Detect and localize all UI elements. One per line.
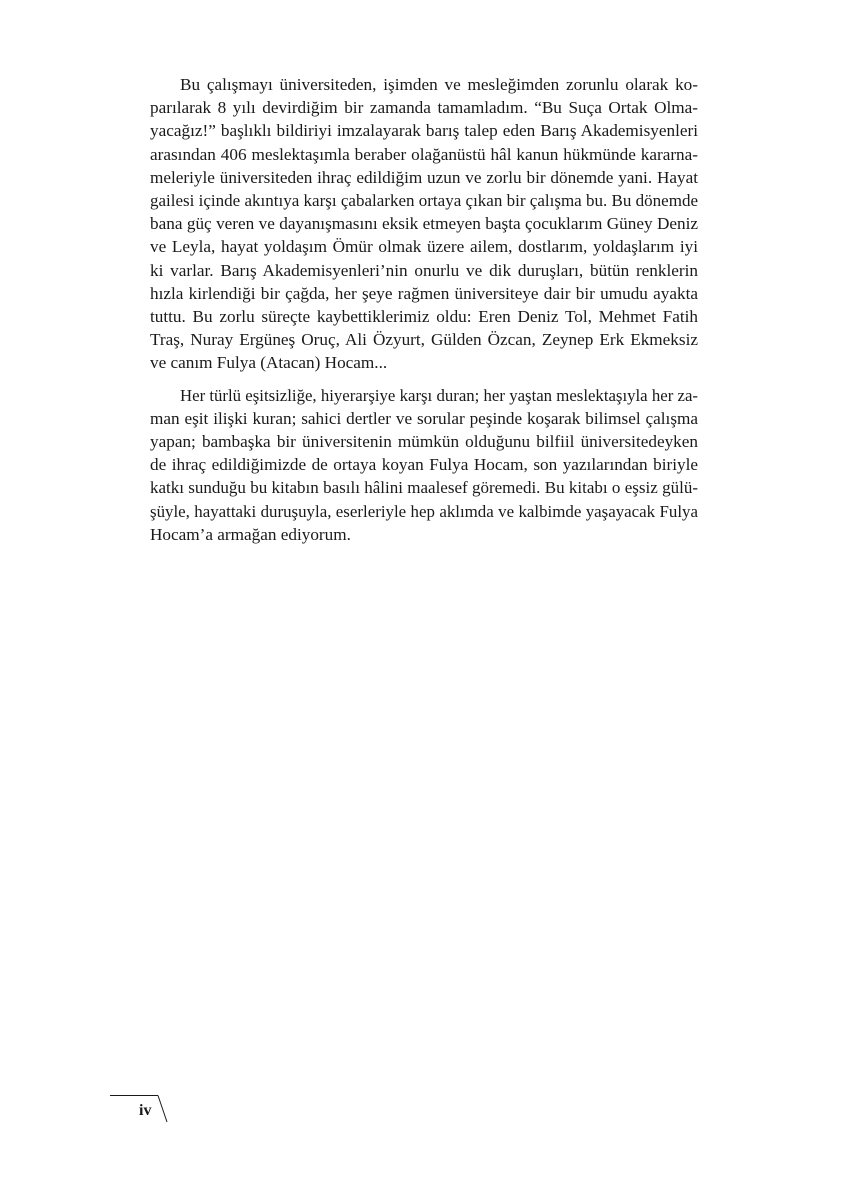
text-line: ve Leyla, hayat yoldaşım Ömür olmak üzere ailem, dostlarım, yoldaşlarım iyi	[150, 237, 698, 257]
paragraph-dedication-context	[150, 73, 698, 375]
text-line: yacağız!” başlıklı bildiriyi imzalayarak barış talep eden Barış Akademisyenleri	[150, 121, 698, 141]
paragraph-tribute	[150, 384, 698, 546]
text-line: Hocam’a armağan ediyorum.	[150, 524, 351, 544]
body-text	[150, 73, 698, 546]
paragraph-spacer	[150, 375, 698, 384]
text-line: Traş, Nuray Ergüneş Oruç, Ali Özyurt, Gülden Özcan, Zeynep Erk Ekmeksiz	[150, 330, 698, 350]
text-line: arasından 406 meslektaşımla beraber olağanüstü hâl kanun hükmünde kararna-	[150, 144, 698, 164]
text-line: tuttu. Bu zorlu süreçte kaybettiklerimiz oldu: Eren Deniz Tol, Mehmet Fatih	[150, 307, 698, 327]
text-line: ve canım Fulya (Atacan) Hocam...	[150, 353, 388, 373]
page-folio	[110, 1092, 170, 1128]
page-number: iv	[139, 1102, 152, 1119]
text-line: de ihraç edildiğimizde de ortaya koyan Fulya Hocam, son yazılarından biriyle	[150, 455, 698, 475]
text-line: yapan; bambaşka bir üniversitenin mümkün olduğunu bilfiil üniversitedeyken	[150, 432, 698, 452]
text-line: şüyle, hayattaki duruşuyla, eserleriyle hep aklımda ve kalbimde yaşayacak Fulya	[150, 501, 698, 521]
text-line: katkı sunduğu bu kitabın basılı hâlini maalesef göremedi. Bu kitabı o eşsiz gülü-	[150, 478, 698, 498]
text-line: man eşit ilişki kuran; sahici dertler ve sorular peşinde koşarak bilimsel çalışma	[150, 408, 698, 428]
text-line: hızla kirlendiği bir çağda, her şeye rağmen üniversiteye dair bir umudu ayakta	[150, 283, 698, 303]
text-line: bana güç veren ve dayanışmasını eksik etmeyen başta çocuklarım Güney Deniz	[150, 214, 698, 234]
text-line: ki varlar. Barış Akademisyenleri’nin onurlu ve dik duruşları, bütün renklerin	[150, 260, 698, 280]
text-line: Bu çalışmayı üniversiteden, işimden ve mesleğimden zorunlu olarak ko-	[180, 75, 698, 94]
text-line: gailesi içinde akıntıya karşı çabalarken ortaya çıkan bir çalışma bu. Bu dönemde	[150, 191, 698, 211]
text-line: parılarak 8 yılı devirdiğim bir zamanda tamamladım. “Bu Suça Ortak Olma-	[150, 98, 698, 118]
text-line: Her türlü eşitsizliğe, hiyerarşiye karşı duran; her yaştan meslektaşıyla her za-	[180, 385, 698, 405]
text-line: meleriyle üniversiteden ihraç edildiğim uzun ve zorlu bir dönemde yani. Hayat	[150, 167, 698, 187]
